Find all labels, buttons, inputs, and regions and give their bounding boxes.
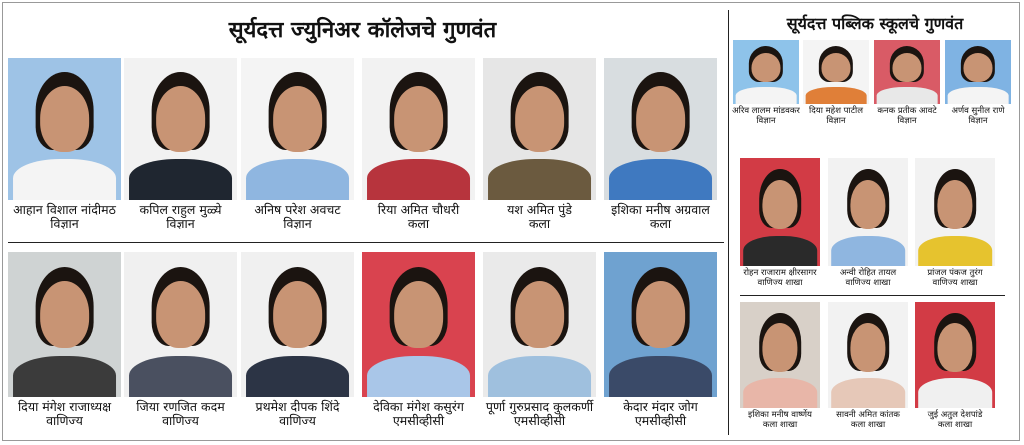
student-photo — [915, 302, 995, 408]
junior-row-divider — [8, 242, 724, 243]
student-photo — [733, 40, 799, 104]
student-photo — [803, 40, 869, 104]
student-name: रिया अमित चौधरी — [377, 202, 460, 217]
student-photo — [604, 252, 717, 397]
student-name: प्रथमेश दीपक शिंदे — [255, 399, 340, 414]
student-stream: विज्ञान — [50, 216, 79, 232]
student-photo — [362, 58, 475, 200]
public-row-divider — [740, 295, 1005, 296]
student-name: यश अमित पुंडे — [507, 202, 572, 217]
student-photo — [8, 58, 121, 200]
student-stream: एमसीव्हीसी — [513, 413, 566, 429]
student-stream: वाणिज्य — [162, 413, 199, 429]
student-photo — [740, 158, 820, 266]
student-name: केदार मंदार जोग — [623, 399, 698, 414]
student-name: सावनी अमित कांतक — [836, 410, 900, 420]
student-name: आहान विशाल नांदीमठ — [13, 202, 116, 217]
student-name: कनक प्रतीक आवटे — [877, 106, 937, 116]
student-name: अन्वी रोहित तायल — [839, 268, 897, 278]
student-photo — [8, 252, 121, 397]
student-card — [479, 58, 600, 232]
student-stream: विज्ञान — [968, 115, 988, 126]
student-card — [736, 302, 824, 431]
student-photo — [945, 40, 1011, 104]
student-photo — [874, 40, 940, 104]
student-card — [120, 252, 241, 429]
student-stream: एमसीव्हीसी — [392, 413, 445, 429]
student-stream: कला शाखा — [937, 419, 973, 430]
student-card — [4, 58, 125, 232]
student-photo — [241, 58, 354, 200]
student-name: इशिका मनीष वार्ष्णेय — [748, 410, 812, 420]
student-photo — [828, 158, 908, 266]
student-photo — [915, 158, 995, 266]
student-name: दिया महेश पाटील — [809, 106, 863, 116]
student-photo — [124, 252, 237, 397]
student-name: दिया मंगेश राजाध्यक्ष — [17, 399, 112, 414]
student-card — [941, 40, 1015, 127]
student-card — [358, 252, 479, 429]
student-card — [870, 40, 944, 127]
junior-college-title: सूर्यदत्त ज्युनिअर कॉलेजचे गुणवंत — [228, 18, 497, 43]
student-name: अर्णव सुनील राणे — [951, 106, 1005, 116]
student-card — [479, 252, 600, 429]
student-stream: विज्ञान — [826, 115, 846, 126]
student-stream: वाणिज्य शाखा — [932, 277, 978, 288]
public-school-title: सूर्यदत्त पब्लिक स्कूलचे गुणवंत — [786, 14, 964, 33]
student-photo — [124, 58, 237, 200]
student-card — [237, 58, 358, 232]
student-card — [911, 158, 999, 289]
student-name: देविका मंगेश कसुरंग — [373, 399, 464, 414]
student-card — [600, 58, 721, 232]
student-stream: विज्ञान — [756, 115, 776, 126]
student-card — [736, 158, 824, 289]
student-name: पूर्णा गुरुप्रसाद कुलकर्णी — [485, 399, 594, 414]
student-card — [600, 252, 721, 429]
student-stream: कला शाखा — [850, 419, 886, 430]
student-name: कपिल राहुल मुळ्ये — [139, 202, 222, 217]
student-stream: विज्ञान — [283, 216, 312, 232]
student-photo — [241, 252, 354, 397]
student-photo — [362, 252, 475, 397]
student-name: प्रांजल पंकज तुरंग — [927, 268, 983, 278]
student-card — [824, 158, 912, 289]
student-stream: कला — [407, 216, 430, 232]
student-stream: कला शाखा — [762, 419, 798, 430]
student-stream: वाणिज्य शाखा — [845, 277, 891, 288]
student-stream: कला — [528, 216, 551, 232]
student-name: इशिका मनीष अग्रवाल — [611, 202, 710, 217]
student-name: जुई अतुल देशपांडे — [927, 410, 983, 420]
student-name: जिया रणजित कदम — [136, 399, 225, 414]
student-name: अनिष परेश अवचट — [254, 202, 341, 217]
student-stream: वाणिज्य — [279, 413, 316, 429]
student-photo — [740, 302, 820, 408]
student-photo — [604, 58, 717, 200]
student-photo — [828, 302, 908, 408]
student-card — [799, 40, 873, 127]
student-photo — [483, 252, 596, 397]
student-card — [237, 252, 358, 429]
student-card — [358, 58, 479, 232]
student-stream: विज्ञान — [166, 216, 195, 232]
student-stream: विज्ञान — [897, 115, 917, 126]
student-stream: कला — [649, 216, 672, 232]
student-card — [120, 58, 241, 232]
student-card — [4, 252, 125, 429]
student-name: अरिव लालम मांडवकर — [732, 106, 800, 116]
student-card — [824, 302, 912, 431]
student-stream: वाणिज्य शाखा — [757, 277, 803, 288]
student-card — [911, 302, 999, 431]
student-stream: एमसीव्हीसी — [634, 413, 687, 429]
student-stream: वाणिज्य — [46, 413, 83, 429]
student-card — [729, 40, 803, 127]
student-photo — [483, 58, 596, 200]
student-name: रोहन राजाराम क्षीरसागर — [743, 268, 817, 278]
